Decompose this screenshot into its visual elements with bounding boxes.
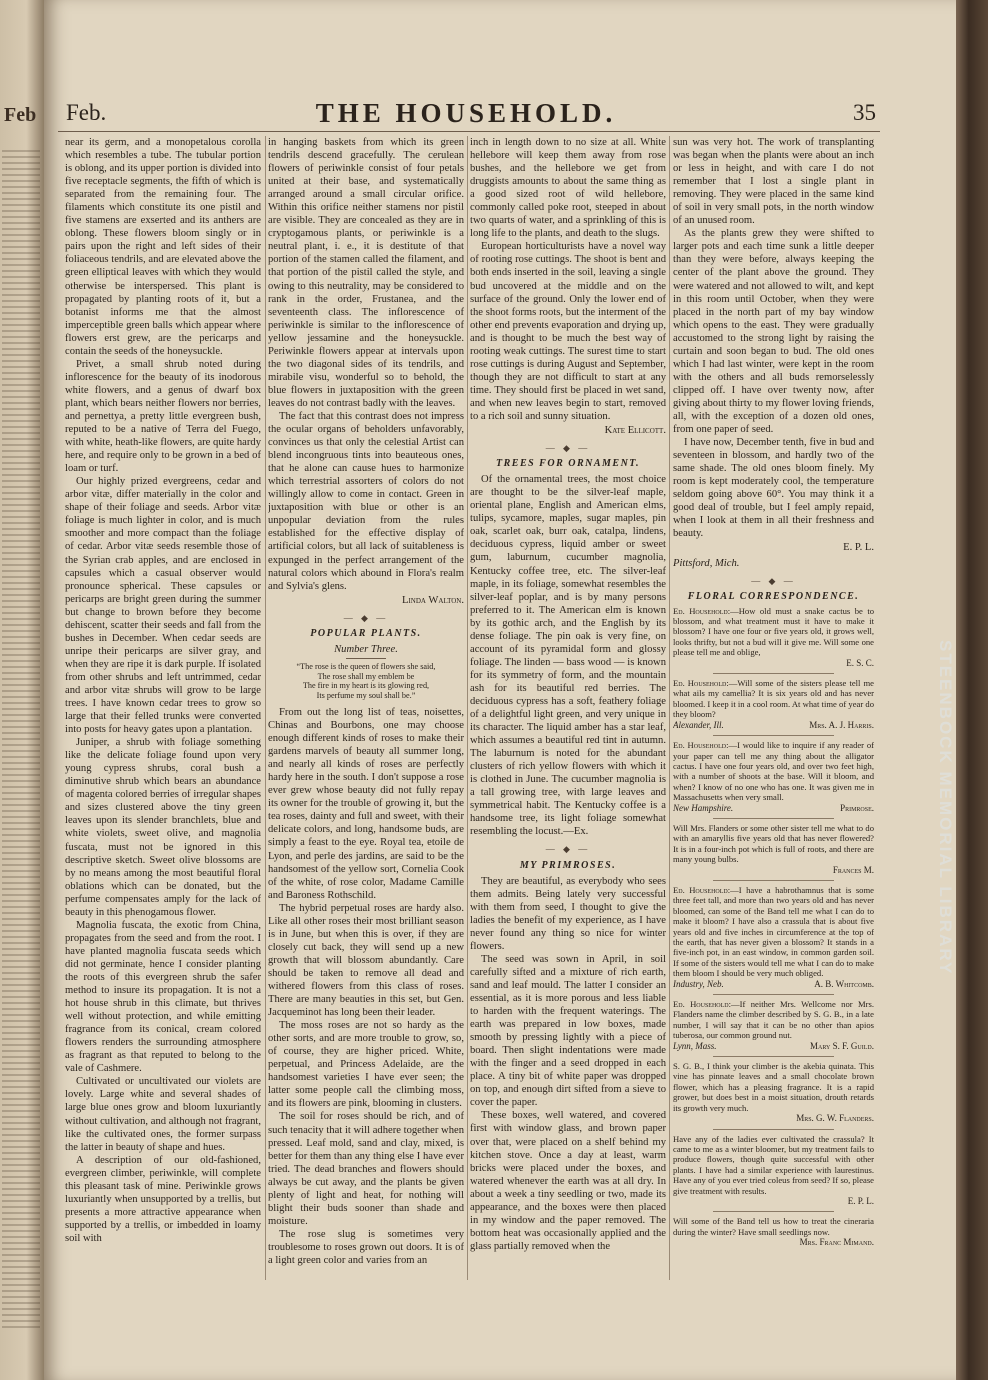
header-rule	[58, 131, 880, 132]
letter-signoff	[673, 1196, 874, 1206]
letter-signoff	[673, 1113, 874, 1123]
column-1	[65, 136, 261, 1280]
section-separator: — ◆ —	[545, 844, 591, 855]
letter-place: Industry, Neb.	[673, 978, 724, 989]
facing-page-heading: Feb	[4, 104, 37, 126]
correspondence-section	[673, 606, 874, 1248]
letter-signature: Frances M.	[832, 864, 874, 875]
letter-salutation: Ed. Household:	[673, 884, 731, 895]
letter-salutation: Ed. Household:	[673, 999, 732, 1010]
paragraph: Magnolia fuscata, the exotic from China, propagates from the seed and from the root. I have planted magnolia fuscata seeds which did not germinate, hence I consider planting the roots of this evergreen shrub the safer method to insure its propagation. It is not a hot house shrub in this climate, but thrives well without protection, and while emitting fragrance from its conical, cream colored flowers renders the surrounding atmosphere as fragrant as that reputed to belong to the vale of Cashmere.	[65, 919, 261, 1075]
paragraph: near its germ, and a monopetalous corolla which resembles a tube. The tubular portion is oblong, and its upper portion is divided into five receptacle segments, the fifth of which is separated from the remaining four. The filaments which constitute its one pistil and five stamens are exserted and its anthers are oblong. These flowers bloom singly or in pairs upon the right and left sides of their foliaceous tendrils, and are elevated above the green elliptical leaves with which they would otherwise be interspersed. This plant is propagated by planting roots of it, but a botanist informs me that the almost imperceptible green balls which appear where flowers erst grew, are the pericarps and contain the seeds of the honeysuckle.	[65, 137, 261, 357]
letter-divider	[713, 1129, 834, 1130]
paragraph: Privet, a small shrub noted during inflorescence for the beauty of its inodorous white flowers, and a genus of dwarf box plant, which bears neither flowers nor berries, and pernettya, a pretty little evergreen bush, reputed to be a native of Terra del Fuego, with white, heath-like flowers, are quite hardy here, and require only to be grown in a bed of loam or turf.	[65, 358, 261, 475]
letter-divider	[713, 735, 834, 736]
letter	[673, 885, 874, 979]
poem-line: The fire in my heart is its glowing red,	[302, 681, 430, 691]
letter	[673, 678, 874, 720]
letter-signoff	[673, 658, 874, 668]
article-signature: Linda Walton.	[401, 594, 464, 606]
letter-signature: Primrose.	[840, 802, 874, 813]
letter	[673, 1134, 874, 1196]
paragraph: in hanging baskets from which its green tendrils descend gracefully. The cerulean flowers of periwinkle consist of four petals united at their base, and systematically arranged around a small circular orifice. Within this orifice neither stamens nor pistil are visible. They are concealed as they are in cryptogamous plants, or periwinkle is a neutral plant, i. e., it is destitute of that portion of the stamen called the filament, and that portion of the pistil called the style, and owing to this neutrality, may be considered to rank in the order, Frustanea, and the seventeenth class. The inflorescence of periwinkle is similar to the inflorescence of yellow jessamine and the honeysuckle. Periwinkle flowers appear at intervals upon the two diagonal sides of its tendrils, and mirabile visu, wonderful so to behold, the blue flowers in juxtaposition with the green leaves do not contrast badly with the leaves.	[268, 137, 464, 409]
letter	[673, 740, 874, 802]
letter-signature: Mrs. G. W. Flanders.	[796, 1113, 874, 1124]
letter-signature: Mrs. Franc Mimand.	[799, 1237, 874, 1248]
letter-signoff	[673, 865, 874, 875]
letter	[673, 1216, 874, 1237]
section-separator: — ◆ —	[545, 443, 591, 454]
paragraph: The soil for roses should be rich, and of such tenacity that it will adhere together when pressed. Leaf mold, sand and clay, mixed, is better for them than any thing else I have ever tried. The dead branches and flowers should always be cut away, and the plants be given plenty of light and heat, for nothing will blight their buds sooner than shade and moisture.	[268, 1111, 464, 1227]
paragraph: European horticulturists have a novel way of rooting rose cuttings. The shoot is bent and both ends inserted in the soil, leaving a single bud uncovered at the middle and on the surface of the ground. Only the lower end of the shoot forms roots, but the interment of the other end prevents evaporation and drying up, and is thought to be much the best way of rooting weak cuttings. The surest time to start rose cuttings is during August and September, though they are not difficult to start at any time. They should first be placed in wet sand, and when new leaves begin to start, removed to a rich soil and sunny situation.	[470, 241, 666, 422]
poem-line: The rose shall my emblem be	[317, 671, 415, 681]
article-title: TREES FOR ORNAMENT.	[496, 458, 640, 470]
paragraph: The fact that this contrast does not impress the ocular organs of beholders unfavorably, convinces us that only the celestial Artist can blend incongruous tints into beauteous ones, that he alone can cause hues to harmonize which terrestrial assorters of colors do not willingly allow to come in contact. Green in juxtaposition with blue or other is an unpopular deviation from the rules established for the effective display of artificial colors, but all lack of suitableness is expunged in the perfect arrangement of the natural colors which abound in Flora's realm and Sylvia's glens.	[268, 410, 464, 592]
paragraph: From out the long list of teas, noisettes, Chinas and Bourbons, one may choose enough different kinds of roses to make their gardens marvels of beauty all summer long, and nearly all kinds of roses are perfectly hardy here in the south. I don't suppose a rose ever grew whose beauty did not fully repay its owner for the trouble of growing it, but the tea roses, dainty and full and sweet, with their delicate colors, and long, handsome buds, are simply a feast to the eye. Royal tea, etoile de Lyon, and perle des jardins, are said to be the handsomest of the yellow sort, Cornelia Cook of the white, of rose color, Madame Camille and Baroness Rothschild.	[268, 707, 464, 901]
paragraph: Our highly prized evergreens, cedar and arbor vitæ, differ materially in the color and shape of their foliage and seeds. Arbor vitæ foliage is much lighter in color, and is much smoother and more compact than the foliage of cedar. Arbor vitæ seeds resemble those of the Syrian crab apples, and are enclosed in capsules which a casual observer would pronounce spherical. These capsules or pericarps are bright green during the summer but change to brown before they become dehiscent, scatter their seeds and fall from the bushes in December. When cedar seeds are unripe their pericarps are silver gray, and when they are ripe it is dark purple. If isolated from other shrubs and left untrimmed, cedar and arbor vitæ shrubs will grow to be large trees. I have known cedar trees to grow so large that their felled trunks were converted into posts for heavy gates upon a plantation.	[65, 476, 261, 736]
letter-text: —If neither Mrs. Wellcome nor Mrs. Flanders name the climber described by S. G. B., in a late number, I will say that it can be no other than apios tuberosa, our common ground nut.	[673, 999, 874, 1041]
letter-text: Have any of the ladies ever cultivated the crassula? It came to me as a winter bloomer, but my treatment fails to produce flowers, though quite successful with other plants. I have had a similar experience with laurestinus. Have any of you ever tried coleus from seed? If so, please give treatment with results.	[673, 1133, 874, 1196]
letter-text: —I would like to inquire if any reader of your paper can tell me any thing about the alligator cactus. I have one four years old, and over two feet high, with a number of shoots at the base. Will it bloom, and when? I know of no one who has one. It was given me in Massachusetts when very small.	[673, 740, 874, 803]
letter-text: Will Mrs. Flanders or some other sister tell me what to do with an amaryllis five years old that has never flowered? It is in a four-inch pot which is full of roots, and there are many young bulbs.	[673, 822, 874, 865]
section-separator: — ◆ —	[343, 612, 389, 623]
header-title: THE HOUSEHOLD.	[315, 98, 617, 128]
column-3	[470, 136, 666, 1280]
paragraph: Of the ornamental trees, the most choice are thought to be the silver-leaf maple, oriental plane, English and American elms, tulips, sycamore, maples, sugar maples, pin oak, scarlet oak, burr oak, catalpa, lindens, deciduous cypress, liquid amber or sweet gum, laburnum, cucumber magnolia, Kentucky coffee tree, etc. The silver-leaf maple, in its foliage, somewhat resembles the silver-leaf poplar, and is by many persons preferred to it. The American elm is known by its gothic arch, and the English by its dense foliage. The pin oak is very fine, on account of its pyramidal form and glossy foliage. The linden — bass wood — is known for its symmetry of form, and the mountain ash for its beautiful red berries. The deciduous cypress has a soft, feathery foliage of a delightful light green, and very unique in its character. The liquid amber has a star leaf, which assumes a beautiful red tint in autumn. The laburnum is noted for the abundant clusters of rich yellow flowers with which it is clothed in June. The cucumber magnolia is a tall growing tree, with large leaves and symmetrical habit. The Kentucky coffee is a handsome tree, its light foliage somewhat resembling the locust.—Ex.	[470, 474, 666, 838]
paragraph: inch in length down to no size at all. White hellebore will keep them away from rose bushes, and the hellebore we get from druggists amounts to about the same thing as a good sized root of wild hellebore, commonly called poke root, steeped in about two quarts of water, and a sprinkling of this is long life to the plants, and death to the slugs.	[470, 137, 666, 240]
paragraph: As the plants grew they were shifted to larger pots and each time sunk a little deeper than they were before, always keeping the center of the plant above the ground. They were watered and not allowed to wilt, and kept in this room until October, when they were placed in the north part of my bay window which opens to the east. They were gradually accustomed to the strong light by raising the curtain and soon began to bud. The old ones which I had last winter, were kept in the room with the others and all buds remorselessly clipped off. I have over twenty now, after giving about thirty to my flower loving friends, all, with the exception of a dozen old ones, from one paper of seed.	[673, 228, 874, 436]
letter-place: Alexander, Ill.	[673, 719, 724, 730]
paragraph: They are beautiful, as everybody who sees them admits. Being lately very successful with them from seed, I thought to give the ladies the benefit of my experience, as I have never found any thing so nice for winter flowers.	[470, 875, 666, 952]
column-divider	[265, 136, 266, 1280]
letter-salutation: Ed. Household:	[673, 678, 729, 689]
letter-signoff	[673, 1041, 874, 1051]
letter-divider	[713, 880, 834, 881]
letter	[673, 606, 874, 658]
letter-signoff	[673, 803, 874, 813]
section-separator: — ◆ —	[751, 575, 796, 586]
column-4	[673, 136, 874, 1280]
epigraph-poem	[268, 662, 464, 701]
paragraph: Juniper, a shrub with foliage something like the delicate foliage found upon very young cypress shrubs, coral bush a diminutive shrub which bears an abundance of magenta colored berries of irregular shapes and sizes clustered above the tiny green leaves upon its slender branchlets, blue and white violets, sweet olive, and magnolia fuscata, must not be ignored in this descriptive sketch. Sweet olive blossoms are by no means among the most beautiful floral oblations which can be donated, but the perfume compensates amply for the lack of beauty in this phenogamous flower.	[65, 737, 261, 918]
article-signature: E. P. L.	[843, 542, 874, 554]
article-signature: Kate Ellicott.	[604, 425, 666, 437]
column-2	[268, 136, 464, 1280]
letter-signoff	[673, 720, 874, 730]
letter-divider	[713, 1056, 834, 1057]
letter-place: Lynn, Mass.	[673, 1040, 717, 1051]
short-rule	[346, 658, 386, 659]
letter-text: —Will some of the sisters please tell me what ails my camellia? It is six years old and has never bloomed. I keep it in a cool room. At what time of year do they bloom?	[673, 678, 874, 720]
letter-salutation: Ed. Household:	[673, 605, 731, 616]
article-subtitle: Number Three.	[334, 643, 398, 655]
poem-line: Its perfume my soul shall be.”	[316, 691, 416, 701]
letter	[673, 999, 874, 1041]
paragraph: I have now, December tenth, five in bud and seventeen in blossom, and hardly two of the same shade. The old ones bloom finely. My room is kept moderately cool, the temperature seldom going above 60°. You may think it a good deal of trouble, but I feel amply repaid, when I look at them in all their freshness and beauty.	[673, 437, 874, 540]
library-stamp: STEENBOCK MEMORIAL LIBRARY	[936, 640, 955, 976]
letter-divider	[713, 1211, 834, 1212]
facing-page-edge	[0, 0, 44, 1380]
letter	[673, 1061, 874, 1113]
article-title: MY PRIMROSES.	[519, 859, 617, 871]
letter-signoff	[673, 1237, 874, 1247]
article-title: POPULAR PLANTS.	[310, 627, 422, 639]
letter-text: S. G. B., I think your climber is the akebia quinata. This vine has pinnate leaves and a small chocolate brown flower, which has a pleasing fragrance. It is a rapid grower, but does best in a moist situation, drouth retards its growth very much.	[673, 1061, 874, 1113]
letter	[673, 823, 874, 865]
header-month: Feb.	[66, 100, 107, 125]
poem-line: “The rose is the queen of flowers she said,	[296, 661, 436, 671]
letter-divider	[713, 673, 834, 674]
paragraph: sun was very hot. The work of transplanting was began when the plants were about an inch or less in height, and with care I do not remember that I lost a single plant in removing. They were placed in the same kind of soil in very small pots, in the north window of an unused room.	[673, 137, 874, 227]
paragraph: The hybrid perpetual roses are hardy also. Like all other roses their most brilliant season is in June, but when this is over, if they are closely cut back, they will send up a new growth that will blossom abundantly. Care should be taken to remove all dead and withered flowers from this class of roses. There are many beauties in this set, but Gen. Jacqueminot has long been their leader.	[268, 902, 464, 1019]
letter-salutation: Ed. Household:	[673, 740, 729, 751]
letter-signoff	[673, 979, 874, 989]
letter-text: —How old must a snake cactus be to blossom, and what treatment must it have to make it blossom? I have one four or five years old, it grows well, looks thrifty, but not a bud will it give me. Will some one please tell me and oblige,	[673, 605, 874, 658]
page-number: 35	[853, 100, 876, 125]
letter-signature: E. S. C.	[846, 657, 874, 668]
letter-text: —I have a habrothamnus that is some three feet tall, and more than two years old and has never bloomed, can some of the Band tell me what I can do to make it bloom? I have also a crassula that is about five years old and five inches in circumference at the top of the earth, that has never given a blossom? It stands in a five-inch pot, in an east window, in common garden soil. If some of the sisters would tell me what I can do to make them bloom I should be very much obliged.	[673, 884, 874, 979]
letter-place: New Hampshire.	[673, 802, 734, 813]
article-title: FLORAL CORRESPONDENCE.	[687, 590, 860, 602]
column-divider	[467, 136, 468, 1280]
page-header	[56, 100, 876, 140]
book-spine	[956, 0, 988, 1380]
letter-signature: A. B. Whitcomb.	[814, 978, 874, 989]
letter-signature: E. P. L.	[847, 1195, 874, 1206]
letter-divider	[713, 994, 834, 995]
article-location: Pittsford, Mich.	[673, 557, 740, 569]
letter-text: Will some of the Band tell us how to treat the cineraria during the winter? Have small seedlings now.	[673, 1216, 874, 1237]
letter-divider	[713, 818, 834, 819]
column-divider	[669, 136, 670, 1280]
paragraph: The rose slug is sometimes very troublesome to roses grown out doors. It is of a light green color and varies from an	[268, 1228, 464, 1266]
facing-page-text	[2, 150, 40, 1330]
paragraph: These boxes, well watered, and covered first with window glass, and brown paper over that, were placed on a shelf behind my kitchen stove. Once a day at least, warm bricks were placed under the boxes, and watered whenever the earth was at all dry. In about a week a tiny seedling or two, made its appearance, and the boxes were then placed in my window and the paper removed. The bottom heat was occasionally applied and the glass partially removed when the	[470, 1110, 666, 1252]
letter-signature: Mary S. F. Guild.	[810, 1040, 874, 1051]
letter-signature: Mrs. A. J. Harris.	[809, 719, 874, 730]
paragraph: The seed was sown in April, in soil carefully sifted and a mixture of rich earth, sand and leaf mould. The latter I consider an essential, as it is more porous and less liable to harden with the frequent waterings. The earth was prepared in low boxes, made smooth by pressing lightly with a piece of board. Then slight indentations were made with the finger and a seed dropped in each place. A tiny bit of white paper was dropped on top, and enough dirt sifted from a sieve to cover the paper.	[470, 953, 666, 1109]
paragraph: A description of our old-fashioned, evergreen climber, periwinkle, will complete this pleasant task of mine. Periwinkle grows luxuriantly when unsupported by a trellis, but presents a more attractive appearance when supported by a trellis, or imbedded in loamy soil with	[65, 1154, 261, 1244]
paragraph: The moss roses are not so hardy as the other sorts, and are more trouble to grow, so, of course, they are higher priced. White, perpetual, and Princess Adelaide, are the handsomest varieties I have ever seen; the latter some people call the climbing moss, and its flowers are pink, blooming in clusters.	[268, 1020, 464, 1110]
paragraph: Cultivated or uncultivated our violets are lovely. Large white and several shades of large blue ones grow and bloom luxuriantly without cultivation, and although not fragrant, like the cultivated ones, the former surpass the latter in beauty of shape and hues.	[65, 1076, 261, 1153]
